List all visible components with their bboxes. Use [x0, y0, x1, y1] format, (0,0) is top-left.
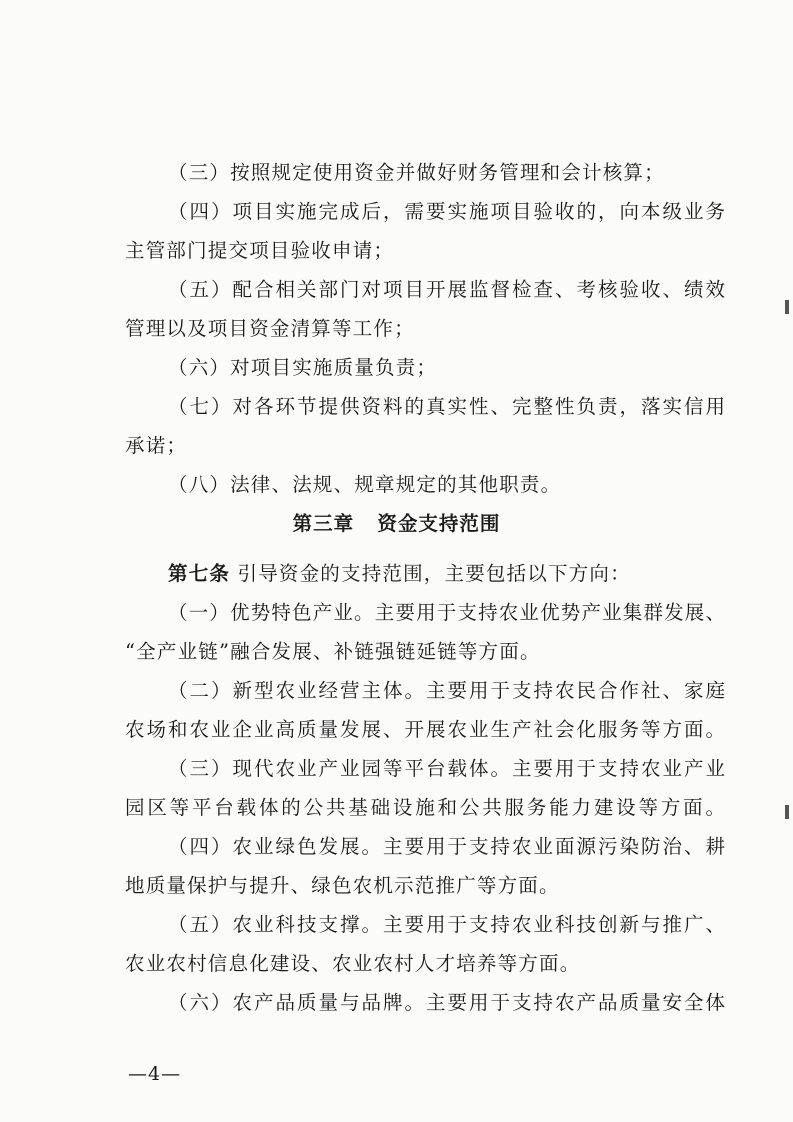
text-line: “全产业链”融合发展、补链强链延链等方面。 — [125, 640, 541, 663]
text-line: （六）对项目实施质量负责； — [168, 356, 438, 379]
text-line: （一）优势特色产业。主要用于支持农业优势产业集群发展、 — [168, 601, 725, 624]
text-line: 管理以及项目资金清算等工作； — [125, 317, 415, 340]
text-line: 农业农村信息化建设、农业农村人才培养等方面。 — [125, 952, 581, 975]
chapter-heading: 第三章 资金支持范围 — [292, 512, 501, 535]
article-text: 引导资金的支持范围，主要包括以下方向： — [230, 562, 631, 585]
text-line: （八）法律、法规、规章规定的其他职责。 — [168, 473, 562, 496]
text-line: （五）农业科技支撑。主要用于支持农业科技创新与推广、 — [168, 913, 725, 936]
article-seven — [168, 561, 725, 587]
text-line: （六）农产品质量与品牌。主要用于支持农产品质量安全体 — [168, 991, 725, 1014]
text-line: （四）农业绿色发展。主要用于支持农业面源污染防治、耕 — [168, 835, 725, 858]
text-line: 主管部门提交项目验收申请； — [125, 239, 395, 262]
text-line: 农场和农业企业高质量发展、开展农业生产社会化服务等方面。 — [125, 718, 725, 741]
text-line: 园区等平台载体的公共基础设施和公共服务能力建设等方面。 — [125, 796, 725, 819]
text-line: 地质量保护与提升、绿色农机示范推广等方面。 — [125, 874, 560, 897]
text-line: （三）按照规定使用资金并做好财务管理和会计核算； — [168, 161, 665, 184]
scan-edge-mark — [785, 805, 789, 819]
page-number: —4— — [128, 1063, 182, 1085]
article-number: 第七条 — [168, 562, 231, 585]
text-line: （七）对各环节提供资料的真实性、完整性负责，落实信用 — [168, 395, 725, 418]
scan-edge-mark — [785, 300, 789, 314]
text-line: （五）配合相关部门对项目开展监督检查、考核验收、绩效 — [168, 278, 725, 301]
text-line: （四）项目实施完成后，需要实施项目验收的，向本级业务 — [168, 200, 725, 223]
text-line: 承诺； — [125, 434, 188, 457]
text-line: （二）新型农业经营主体。主要用于支持农民合作社、家庭 — [168, 679, 725, 702]
text-line: （三）现代农业产业园等平台载体。主要用于支持农业产业 — [168, 757, 725, 780]
